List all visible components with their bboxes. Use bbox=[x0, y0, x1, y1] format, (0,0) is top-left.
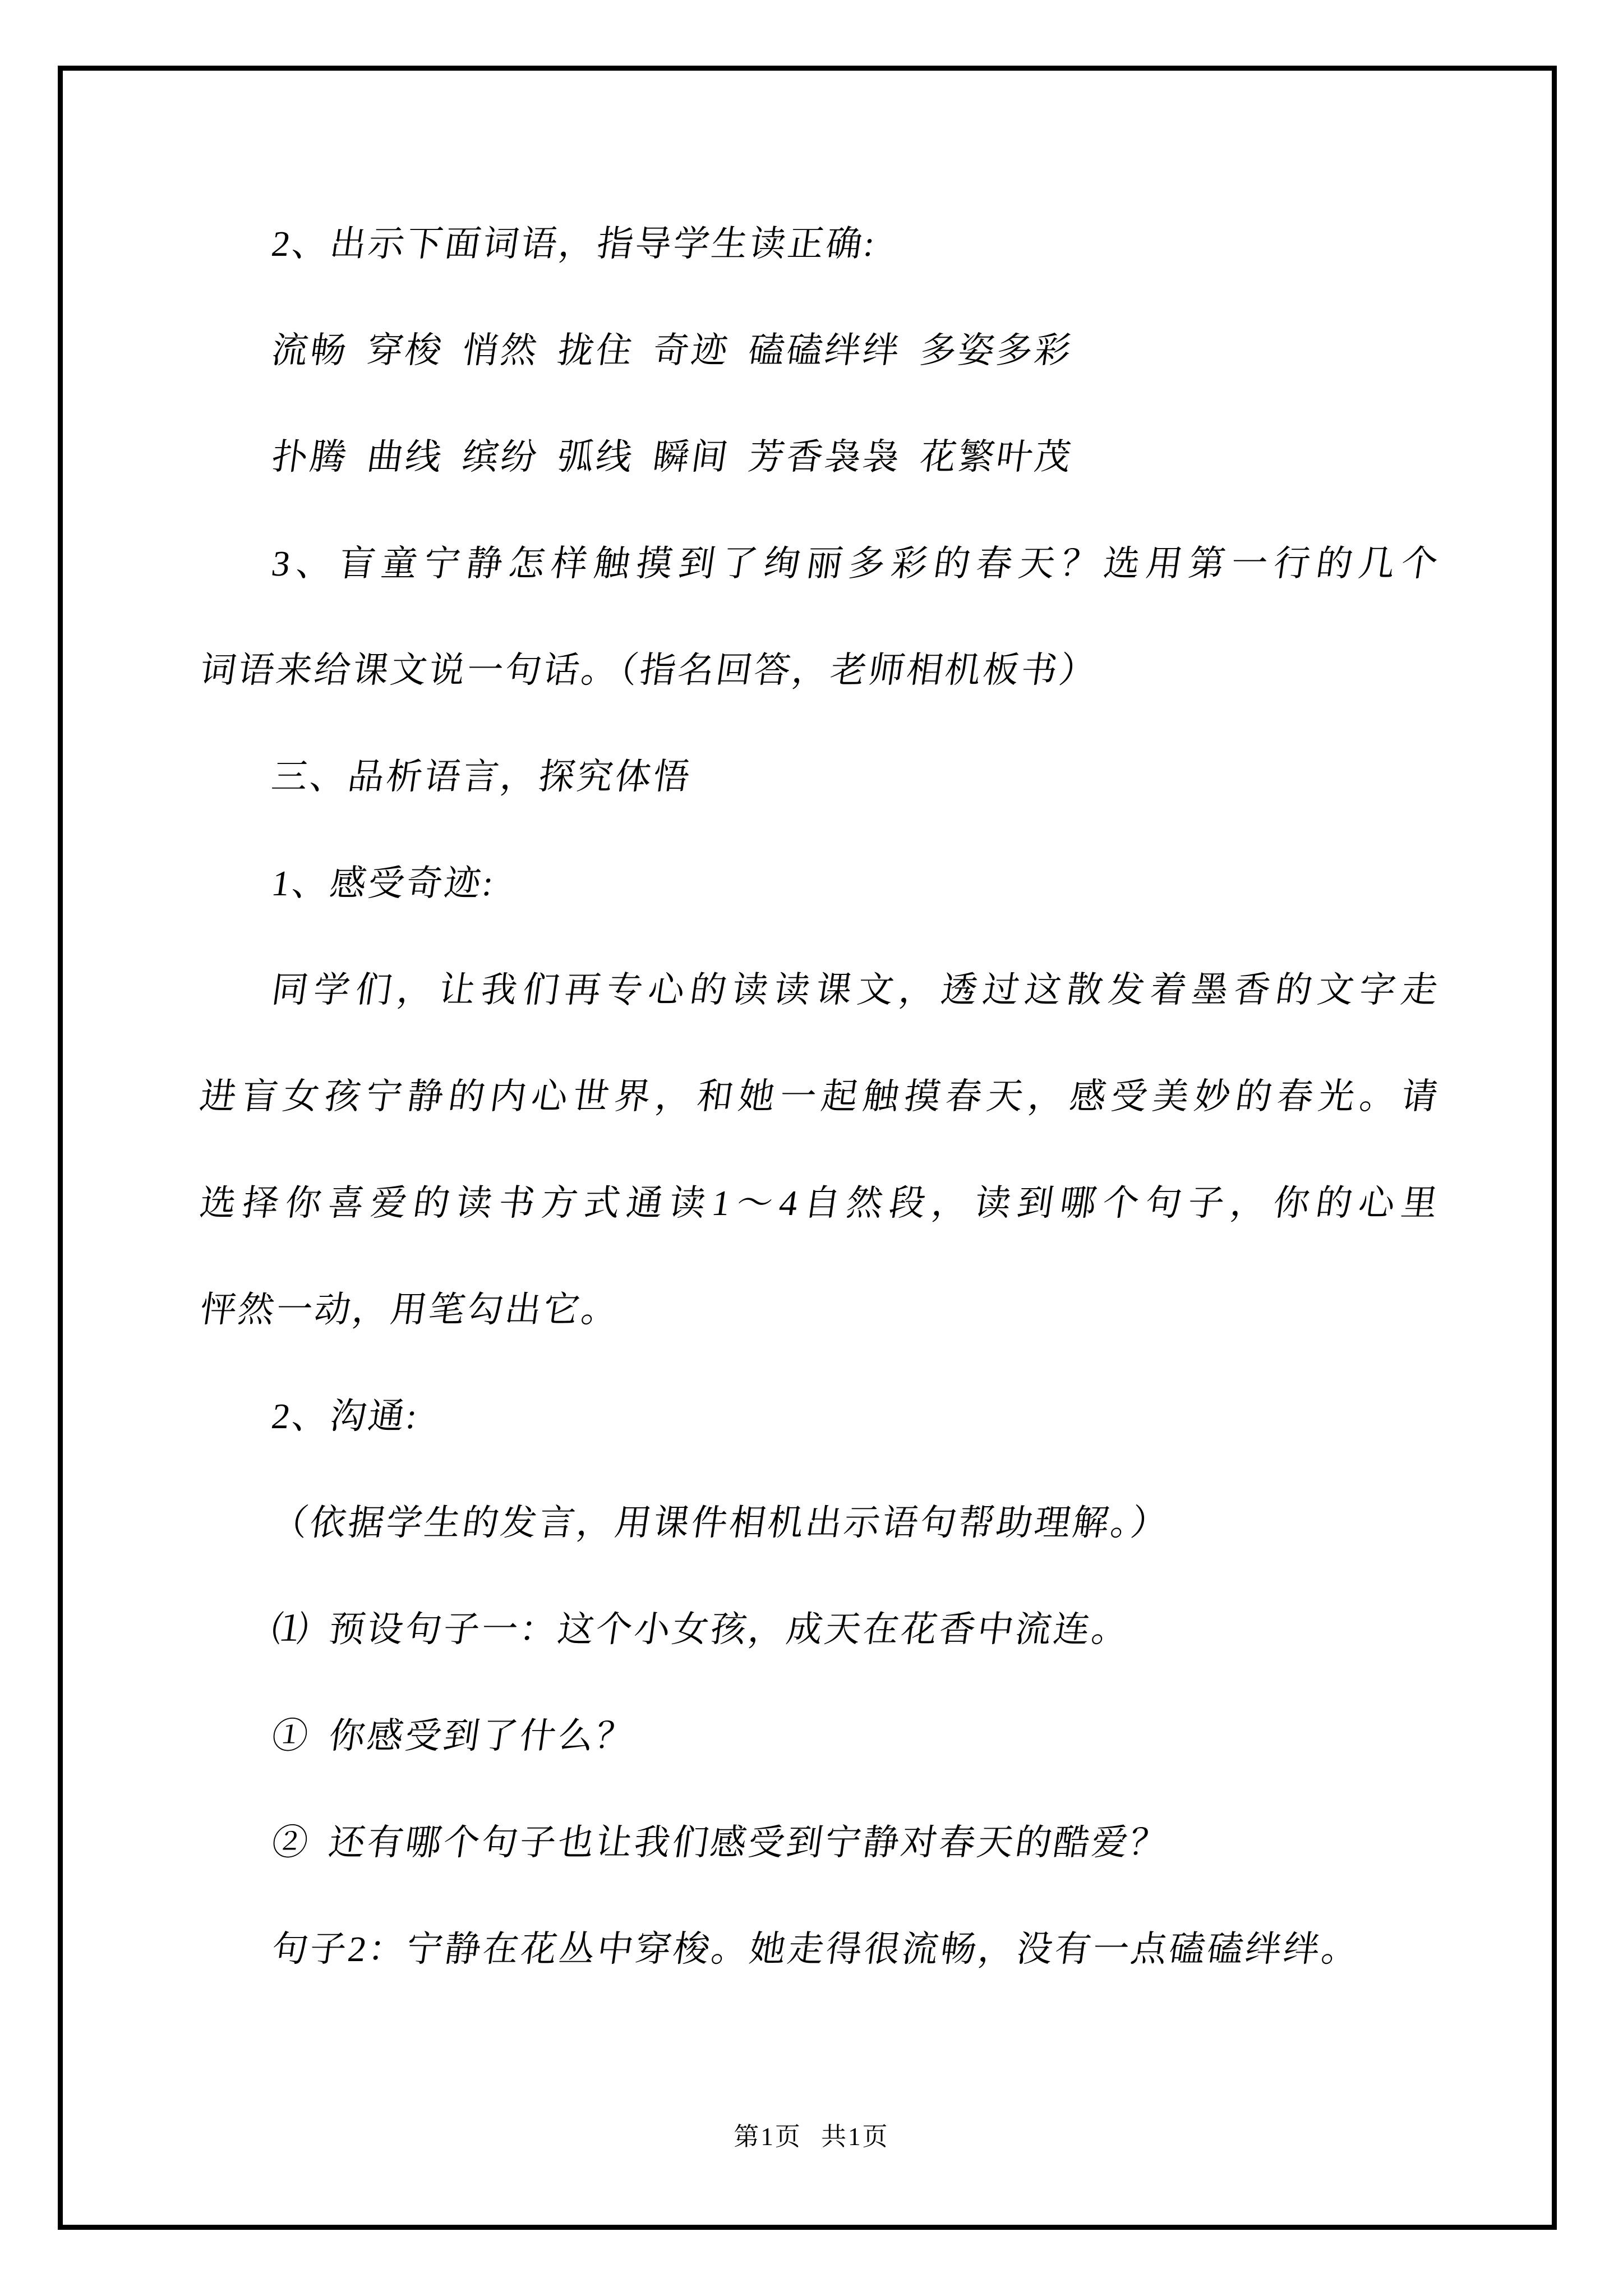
text-line: ① 你感受到了什么？ bbox=[269, 1716, 638, 1756]
text-line: 选择你喜爱的读书方式通读1～4自然段，读到哪个句子，你的心里 bbox=[197, 1183, 1443, 1223]
page-footer: 第1页 共1页 bbox=[734, 2123, 889, 2151]
text-line: 流畅 穿梭 悄然 拢住 奇迹 磕磕绊绊 多姿多彩 bbox=[269, 330, 1076, 370]
text-line: 2、沟通: bbox=[269, 1396, 422, 1436]
text-line: 1、感受奇迹: bbox=[269, 863, 498, 903]
text-line: 扑腾 曲线 缤纷 弧线 瞬间 芳香袅袅 花繁叶茂 bbox=[269, 437, 1076, 477]
text-line: （依据学生的发言，用课件相机出示语句帮助理解。） bbox=[269, 1503, 1173, 1543]
text-line: 句子2：宁静在花丛中穿梭。她走得很流畅，没有一点磕磕绊绊。 bbox=[269, 1929, 1363, 1969]
text-line: 2、出示下面词语，指导学生读正确: bbox=[269, 224, 879, 264]
text-line: 3、盲童宁静怎样触摸到了绚丽多彩的春天？选用第一行的几个 bbox=[269, 544, 1443, 583]
text-line: 进盲女孩宁静的内心世界，和她一起触摸春天，感受美妙的春光。请 bbox=[197, 1076, 1443, 1116]
text-line: 三、品析语言，探究体悟 bbox=[269, 757, 695, 797]
document-body bbox=[197, 191, 1443, 2003]
text-line: ② 还有哪个句子也让我们感受到宁静对春天的酷爱？ bbox=[269, 1823, 1172, 1862]
text-line: 词语来给课文说一句话。（指名回答，老师相机板书） bbox=[197, 650, 1101, 690]
text-line: ⑴ 预设句子一：这个小女孩，成天在花香中流连。 bbox=[269, 1609, 1133, 1649]
text-line: 同学们，让我们再专心的读读课文，透过这散发着墨香的文字走 bbox=[269, 970, 1443, 1010]
text-line: 怦然一动，用笔勾出它。 bbox=[197, 1290, 623, 1329]
